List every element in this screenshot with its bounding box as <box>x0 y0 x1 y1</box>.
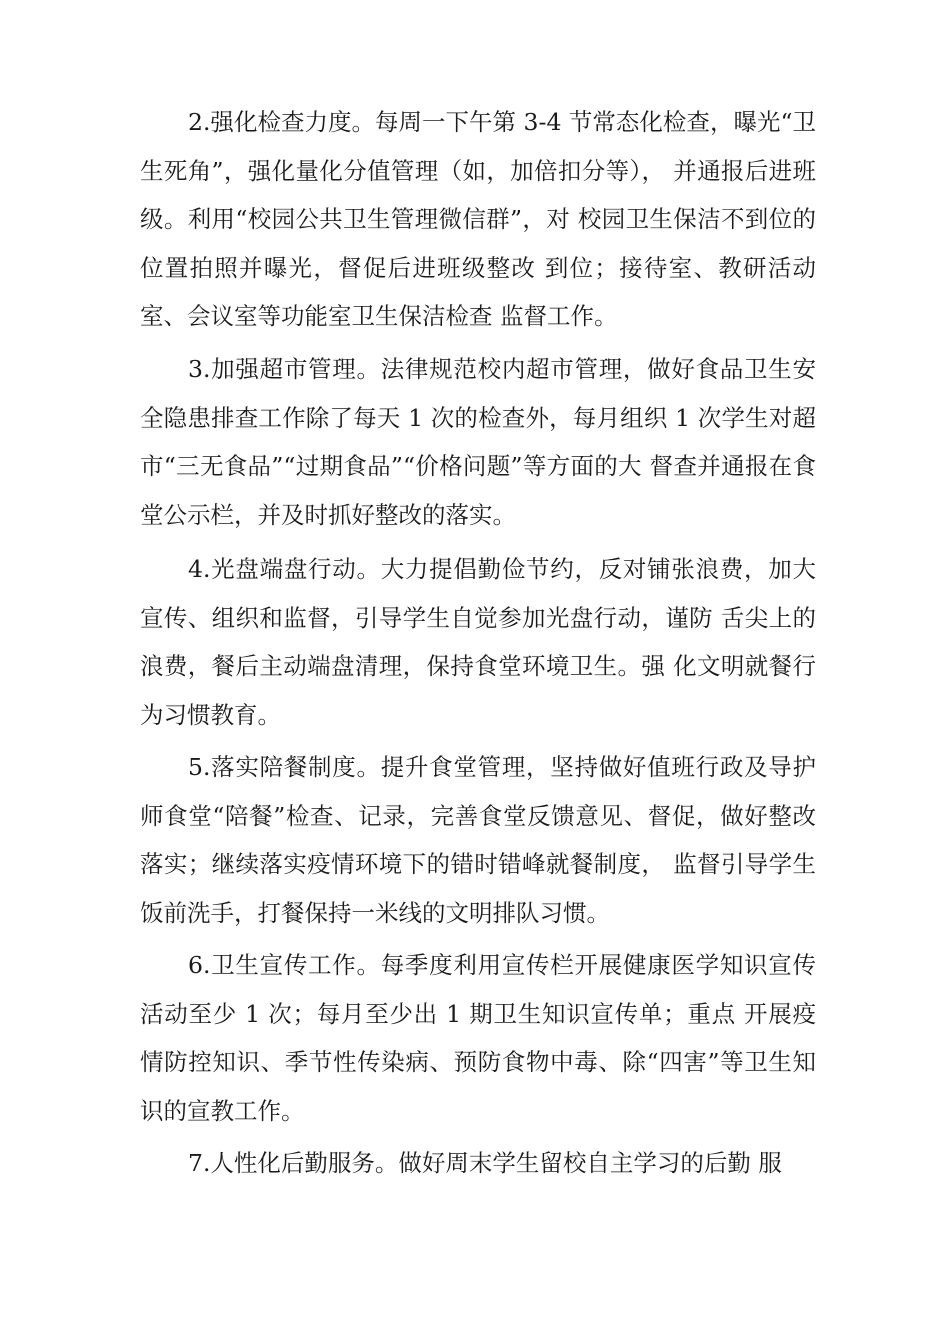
paragraph-logistics-service: 7.人性化后勤服务。做好周末学生留校自主学习的后勤 服 <box>188 1149 782 1177</box>
paragraph-accompany-meal: 5.落实陪餐制度。提升食堂管理，坚持做好值班行政及导护师食堂“陪餐”检查、记录，完善食堂反馈意见、督促，做好整改落实；继续落实疫情环境下的错时错峰就餐制度， 监督引导学生饭前洗手，打餐保持一米线的文明排队习惯。 <box>140 753 816 927</box>
paragraph-clean-plate: 4.光盘端盘行动。大力提倡勤俭节约，反对铺张浪费，加大宣传、组织和监督，引导学生自觉参加光盘行动，谨防 舌尖上的浪费，餐后主动端盘清理，保持食堂环境卫生。强 化文明就餐行为习惯教育。 <box>140 555 816 729</box>
paragraph-inspection: 2.强化检查力度。每周一下午第 3-4 节常态化检查，曝光“卫生死角”，强化量化分值管理（如，加倍扣分等）， 并通报后进班级。利用“校园公共卫生管理微信群”，对 校园卫生保洁不到位的位置拍照并曝光，督促后进班级整改 到位；接待室、教研活动室、会议室等功能室卫生保洁检查 监督工作。 <box>140 108 816 330</box>
paragraph-health-publicity: 6.卫生宣传工作。每季度利用宣传栏开展健康医学知识宣传活动至少 1 次；每月至少出 1 期卫生知识宣传单；重点 开展疫情防控知识、季节性传染病、预防食物中毒、除“四害”等卫生知识的宣教工作。 <box>140 951 816 1125</box>
paragraph-supermarket: 3.加强超市管理。法律规范校内超市管理，做好食品卫生安 全隐患排查工作除了每天 1 次的检查外，每月组织 1 次学生对超市“三无食品”“过期食品”“价格问题”等方面的大 督查并通报在食堂公示栏，并及时抓好整改的落实。 <box>140 355 816 529</box>
